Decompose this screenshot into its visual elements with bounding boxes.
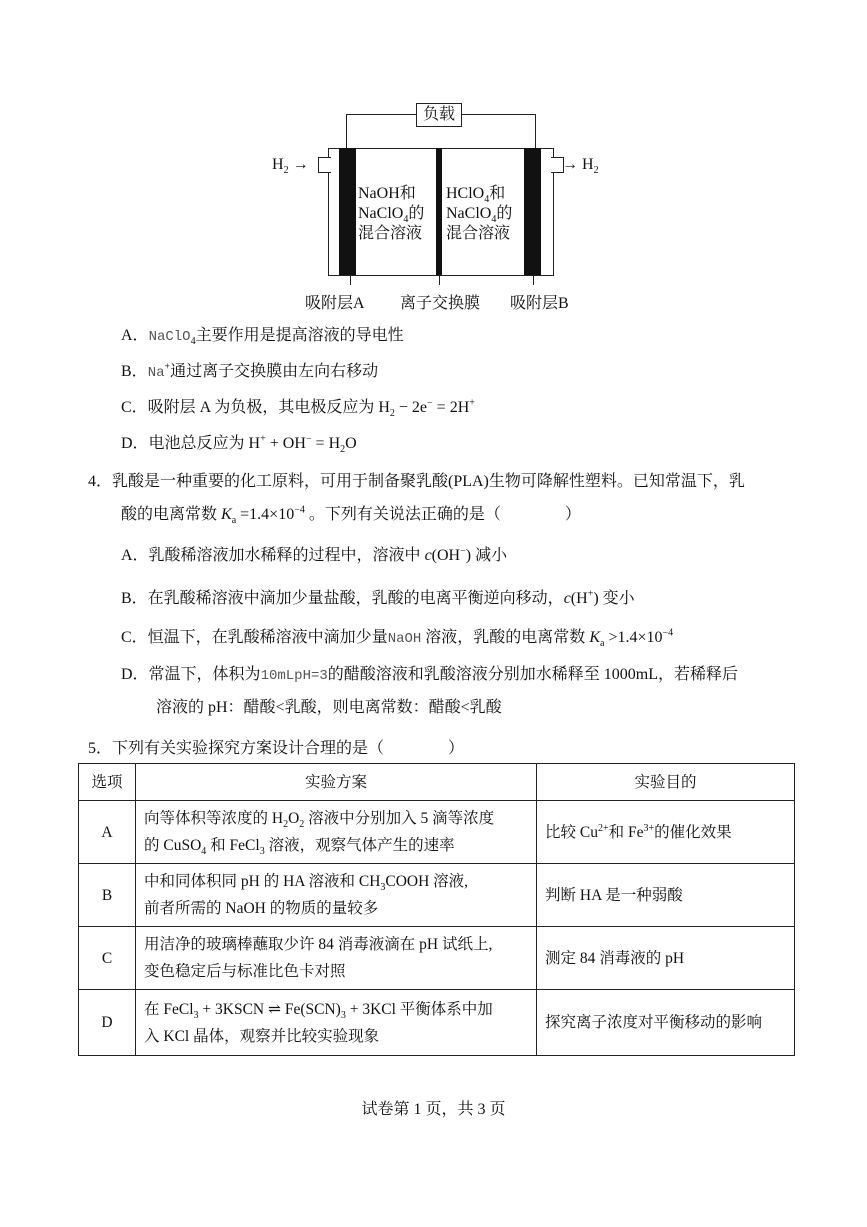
table-row [79,864,795,927]
ion-exchange-membrane [436,148,442,275]
row-goal: 探究离子浓度对平衡移动的影响 [537,990,795,1056]
q5-table [78,763,795,1056]
row-option: C [79,927,136,990]
h2-inlet-label: $H_2$ → [272,156,309,177]
row-option: D [79,990,136,1056]
header-goal: 实验目的 [537,764,795,801]
q4-option-d: D．常温下，体积为10mLpH=3的醋酸溶液和乳酸溶液分别加水稀释至 1000mL，若稀释后 [121,666,739,684]
label-layer-a: 吸附层A [305,295,365,312]
q3-option-c: C．吸附层 A 为负极，其电极反应为 $H_2 - 2e^- = 2H^+$ [121,397,475,420]
q4-option-b: B．在乳酸稀溶液中滴加少量盐酸，乳酸的电离平衡逆向移动，c(H+) 变小 [121,588,635,607]
header-option: 选项 [79,764,136,801]
q4-option-c: C．恒温下，在乳酸稀溶液中滴加少量NaOH 溶液，乳酸的电离常数 $K_a >1.4\times 10^{-4}$ [121,627,674,650]
row-goal: 测定 84 消毒液的 pH [537,927,795,990]
q3-option-a: A．NaClO$_4$主要作用是提高溶液的导电性 [121,327,404,348]
inlet-pipe [318,157,331,173]
q3-option-d: D．电池总反应为 $H^+ + OH^- = H_2O$ [121,433,357,456]
q4-stem-line2: 酸的电离常数 $K_a =1.4\times 10^{-4}$ 。下列有关说法正确的是（ ） [121,504,581,527]
load-box: 负载 [416,103,462,127]
label-membrane: 离子交换膜 [400,295,481,312]
table-row [79,927,795,990]
page-footer: 试卷第 1 页，共 3 页 [361,1101,506,1118]
table-row [79,990,795,1056]
table-header-row [79,764,795,801]
row-plan: 向等体积等浓度的 $H_2O_2$ 溶液中分别加入 5 滴等浓度 的 CuSO$_4$ 和 FeCl$_3$ 溶液，观察气体产生的速率 [136,801,537,864]
header-plan: 实验方案 [136,764,537,801]
adsorption-layer-b [524,148,541,275]
adsorption-layer-a [339,148,356,275]
q3-option-b: B．Na+通过离子交换膜由左向右移动 [121,361,379,381]
row-goal: 比较 $Cu^{2+}$和 $Fe^{3+}$的催化效果 [537,801,795,864]
left-solution-label: NaOH和 NaClO$_4$的 混合溶液 [358,185,425,242]
row-option: B [79,864,136,927]
h2-outlet-label: → $H_2$ [562,156,599,177]
q4-stem-line1: 4．乳酸是一种重要的化工原料，可用于制备聚乳酸(PLA)生物可降解性塑料。已知常温下，乳 [88,473,745,490]
q4-option-a: A．乳酸稀溶液加水稀释的过程中，溶液中 c(OH−) 减小 [121,545,508,564]
row-option: A [79,801,136,864]
q5-stem: 5．下列有关实验探究方案设计合理的是（ ） [88,740,465,757]
row-plan: 用洁净的玻璃棒蘸取少许 84 消毒液滴在 pH 试纸上, 变色稳定后与标准比色卡对照 [136,927,537,990]
right-solution-label: HClO$_4$和 NaClO$_4$的 混合溶液 [446,185,513,242]
row-plan: 在 FeCl$_3$ + 3KSCN ⇌ $Fe(SCN)_3 + 3KCl$ 平衡体系中加 入 KCl 晶体，观察并比较实验现象 [136,990,537,1056]
row-goal: 判断 HA 是一种弱酸 [537,864,795,927]
row-plan: 中和同体积同 pH 的 HA 溶液和 $CH_3COOH$ 溶液, 前者所需的 NaOH 的物质的量较多 [136,864,537,927]
table-row [79,801,795,864]
label-layer-b: 吸附层B [510,295,569,312]
q4-option-d-cont: 溶液的 pH：醋酸<乳酸，则电离常数：醋酸<乳酸 [156,699,502,716]
